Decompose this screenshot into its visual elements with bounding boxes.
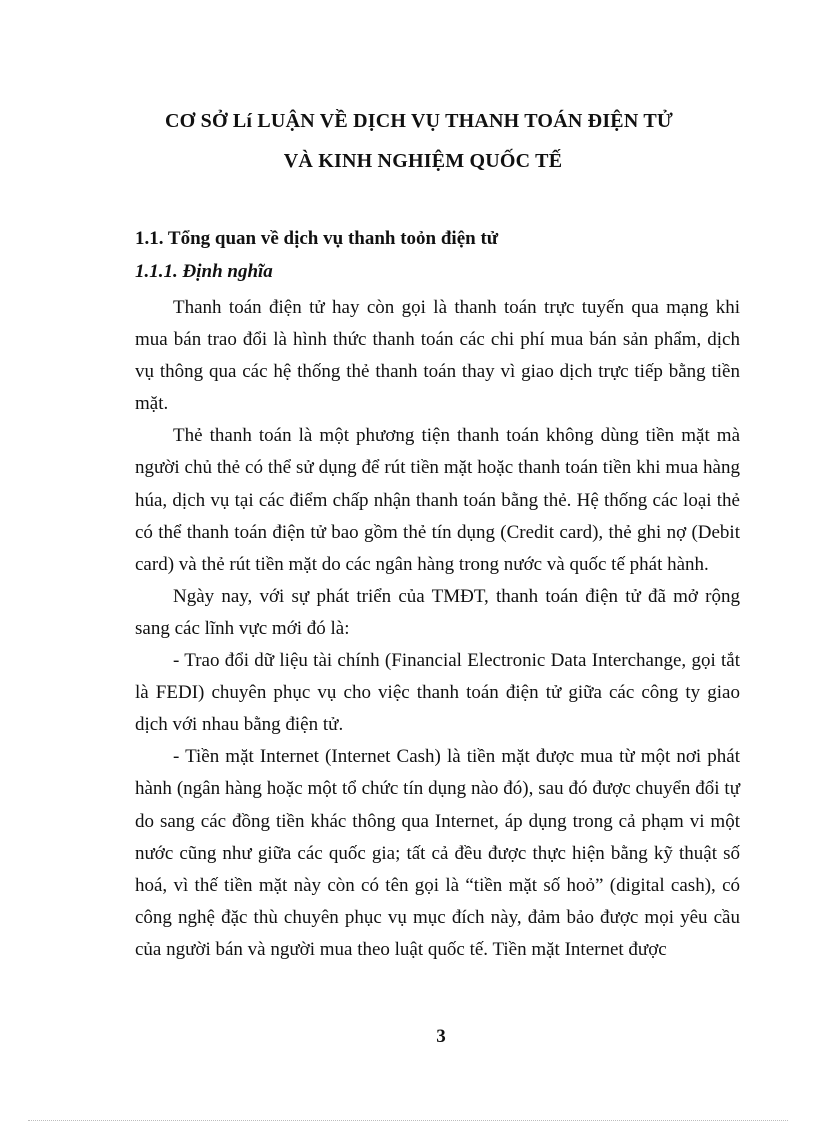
page-number: 3: [436, 1026, 446, 1047]
paragraph-payment-card: Thẻ thanh toán là một phương tiện thanh toán không dùng tiền mặt mà người chủ thẻ có thể sử dụng để rút tiền mặt hoặc thanh toán tiền khi mua hàng húa, dịch vụ tại các điểm chấp nhận thanh toán bằng thẻ. Hệ thống các loại thẻ có thể thanh toán điện tử bao gồm thẻ tín dụng (Credit card), thẻ ghi nợ (Debit card) và thẻ rút tiền mặt do các ngân hàng trong nước và quốc tế phát hành.: [135, 425, 740, 575]
paragraph-internet-cash: - Tiền mặt Internet (Internet Cash) là tiền mặt được mua từ một nơi phát hành (ngân hàng hoặc một tổ chức tín dụng nào đó), sau đó được chuyển đổi tự do sang các đồng tiền khác thông qua Internet, áp dụng trong cả phạm vi một nước cũng như giữa các quốc gia; tất cả đều được thực hiện bằng kỹ thuật số hoá, vì thế tiền mặt này còn có tên gọi là “tiền mặt số hoỏ” (digital cash), có công nghệ đặc thù chuyên phục vụ mục đích này, đảm bảo được mọi yêu cầu của người bán và người mua theo luật quốc tế. Tiền mặt Internet được: [135, 746, 740, 960]
document-title-line-1: CƠ SỞ Lí LUẬN VỀ DỊCH VỤ THANH TOÁN ĐIỆN TỬ: [165, 110, 673, 132]
page-bottom-divider: [28, 1120, 788, 1121]
paragraph-new-fields: Ngày nay, với sự phát triển của TMĐT, thanh toán điện tử đã mở rộng sang các lĩnh vực mới đó là:: [135, 585, 740, 639]
document-title-line-2: VÀ KINH NGHIỆM QUỐC TẾ: [283, 150, 563, 172]
subsection-heading: 1.1.1. Định nghĩa: [135, 261, 273, 282]
body-text: [135, 292, 740, 966]
paragraph-fedi: - Trao đổi dữ liệu tài chính (Financial Electronic Data Interchange, gọi tắt là FEDI) chuyên phục vụ cho việc thanh toán điện tử giữa các công ty giao dịch với nhau bằng điện tử.: [135, 650, 740, 736]
paragraph-definition: Thanh toán điện tử hay còn gọi là thanh toán trực tuyến qua mạng khi mua bán trao đổi là hình thức thanh toán các chi phí mua bán sản phẩm, dịch vụ thông qua các hệ thống thẻ thanh toán thay vì giao dịch trực tiếp bằng tiền mặt.: [135, 297, 740, 415]
section-heading: 1.1. Tổng quan về dịch vụ thanh toỏn điện tử: [135, 228, 499, 249]
